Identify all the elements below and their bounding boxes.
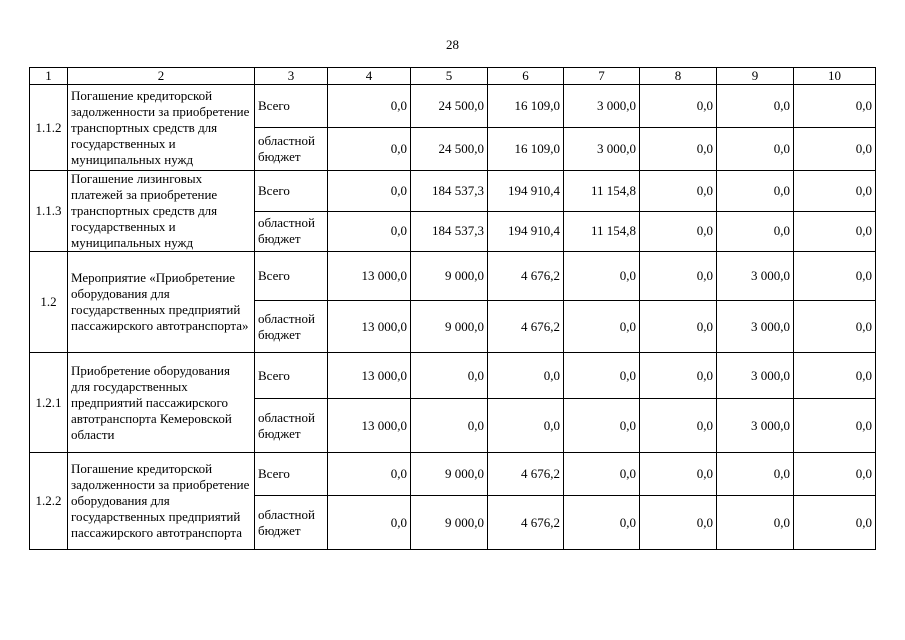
section-code: 1.2.2 [30, 453, 68, 550]
value-cell: 0,0 [640, 399, 717, 453]
value-cell: 9 000,0 [411, 301, 488, 353]
value-cell: 0,0 [794, 128, 876, 171]
value-cell: 24 500,0 [411, 85, 488, 128]
section-name: Приобретение оборудования для государственных предприятий пассажирского автотранспорта Кемеровской области [68, 353, 255, 453]
value-cell: 3 000,0 [717, 252, 794, 301]
value-cell: 0,0 [488, 353, 564, 399]
column-header: 8 [640, 68, 717, 85]
value-cell: 0,0 [640, 252, 717, 301]
value-cell: 13 000,0 [328, 353, 411, 399]
value-cell: 0,0 [328, 128, 411, 171]
funding-source: Всего [255, 252, 328, 301]
value-cell: 0,0 [640, 353, 717, 399]
value-cell: 9 000,0 [411, 453, 488, 496]
value-cell: 4 676,2 [488, 496, 564, 550]
column-header: 1 [30, 68, 68, 85]
value-cell: 0,0 [328, 496, 411, 550]
value-cell: 0,0 [717, 453, 794, 496]
value-cell: 0,0 [640, 496, 717, 550]
value-cell: 0,0 [717, 85, 794, 128]
value-cell: 13 000,0 [328, 252, 411, 301]
table-row [30, 353, 876, 399]
value-cell: 0,0 [411, 399, 488, 453]
value-cell: 0,0 [640, 128, 717, 171]
section-code: 1.2 [30, 252, 68, 353]
value-cell: 16 109,0 [488, 85, 564, 128]
page-number: 28 [446, 37, 459, 52]
budget-table [29, 67, 876, 550]
funding-source: областной бюджет [255, 496, 328, 550]
value-cell: 0,0 [564, 353, 640, 399]
value-cell: 0,0 [640, 211, 717, 252]
value-cell: 0,0 [564, 252, 640, 301]
value-cell: 0,0 [717, 171, 794, 212]
section-name: Погашение кредиторской задолженности за приобретение транспортных средств для государственных и муниципальных нужд [68, 85, 255, 171]
column-header: 10 [794, 68, 876, 85]
value-cell: 11 154,8 [564, 211, 640, 252]
value-cell: 4 676,2 [488, 453, 564, 496]
value-cell: 0,0 [411, 353, 488, 399]
funding-source: Всего [255, 453, 328, 496]
funding-source: областной бюджет [255, 301, 328, 353]
value-cell: 9 000,0 [411, 252, 488, 301]
value-cell: 0,0 [328, 85, 411, 128]
value-cell: 0,0 [640, 85, 717, 128]
value-cell: 0,0 [564, 301, 640, 353]
value-cell: 0,0 [794, 252, 876, 301]
section-name: Мероприятие «Приобретение оборудования для государственных предприятий пассажирского автотранспорта» [68, 252, 255, 353]
table-row [30, 85, 876, 128]
value-cell: 11 154,8 [564, 171, 640, 212]
value-cell: 3 000,0 [717, 353, 794, 399]
table-row [30, 252, 876, 301]
table-row [30, 453, 876, 496]
column-header: 5 [411, 68, 488, 85]
section-code: 1.1.2 [30, 85, 68, 171]
column-header: 4 [328, 68, 411, 85]
value-cell: 3 000,0 [717, 301, 794, 353]
header-row [30, 68, 876, 85]
value-cell: 0,0 [328, 453, 411, 496]
section-name: Погашение лизинговых платежей за приобретение транспортных средств для государственных и муниципальных нужд [68, 171, 255, 252]
column-header: 6 [488, 68, 564, 85]
value-cell: 0,0 [794, 211, 876, 252]
column-header: 3 [255, 68, 328, 85]
value-cell: 24 500,0 [411, 128, 488, 171]
value-cell: 0,0 [794, 453, 876, 496]
funding-source: областной бюджет [255, 128, 328, 171]
value-cell: 0,0 [794, 399, 876, 453]
value-cell: 0,0 [640, 301, 717, 353]
funding-source: областной бюджет [255, 399, 328, 453]
funding-source: Всего [255, 85, 328, 128]
value-cell: 184 537,3 [411, 211, 488, 252]
funding-source: областной бюджет [255, 211, 328, 252]
value-cell: 0,0 [717, 128, 794, 171]
value-cell: 13 000,0 [328, 301, 411, 353]
value-cell: 0,0 [794, 353, 876, 399]
value-cell: 194 910,4 [488, 171, 564, 212]
column-header: 2 [68, 68, 255, 85]
table-row [30, 171, 876, 212]
value-cell: 0,0 [564, 453, 640, 496]
value-cell: 3 000,0 [717, 399, 794, 453]
value-cell: 0,0 [488, 399, 564, 453]
value-cell: 0,0 [328, 211, 411, 252]
value-cell: 4 676,2 [488, 301, 564, 353]
value-cell: 0,0 [564, 496, 640, 550]
value-cell: 16 109,0 [488, 128, 564, 171]
table-body [30, 85, 876, 550]
value-cell: 0,0 [794, 301, 876, 353]
column-header: 7 [564, 68, 640, 85]
value-cell: 184 537,3 [411, 171, 488, 212]
value-cell: 3 000,0 [564, 85, 640, 128]
section-code: 1.1.3 [30, 171, 68, 252]
value-cell: 9 000,0 [411, 496, 488, 550]
value-cell: 4 676,2 [488, 252, 564, 301]
value-cell: 0,0 [794, 496, 876, 550]
value-cell: 0,0 [717, 496, 794, 550]
value-cell: 0,0 [717, 211, 794, 252]
value-cell: 0,0 [640, 453, 717, 496]
value-cell: 0,0 [328, 171, 411, 212]
funding-source: Всего [255, 353, 328, 399]
section-name: Погашение кредиторской задолженности за приобретение оборудования для государственных предприятий пассажирского автотранспорта [68, 453, 255, 550]
value-cell: 0,0 [640, 171, 717, 212]
value-cell: 0,0 [794, 171, 876, 212]
column-header: 9 [717, 68, 794, 85]
value-cell: 13 000,0 [328, 399, 411, 453]
value-cell: 3 000,0 [564, 128, 640, 171]
value-cell: 0,0 [794, 85, 876, 128]
funding-source: Всего [255, 171, 328, 212]
section-code: 1.2.1 [30, 353, 68, 453]
value-cell: 0,0 [564, 399, 640, 453]
value-cell: 194 910,4 [488, 211, 564, 252]
